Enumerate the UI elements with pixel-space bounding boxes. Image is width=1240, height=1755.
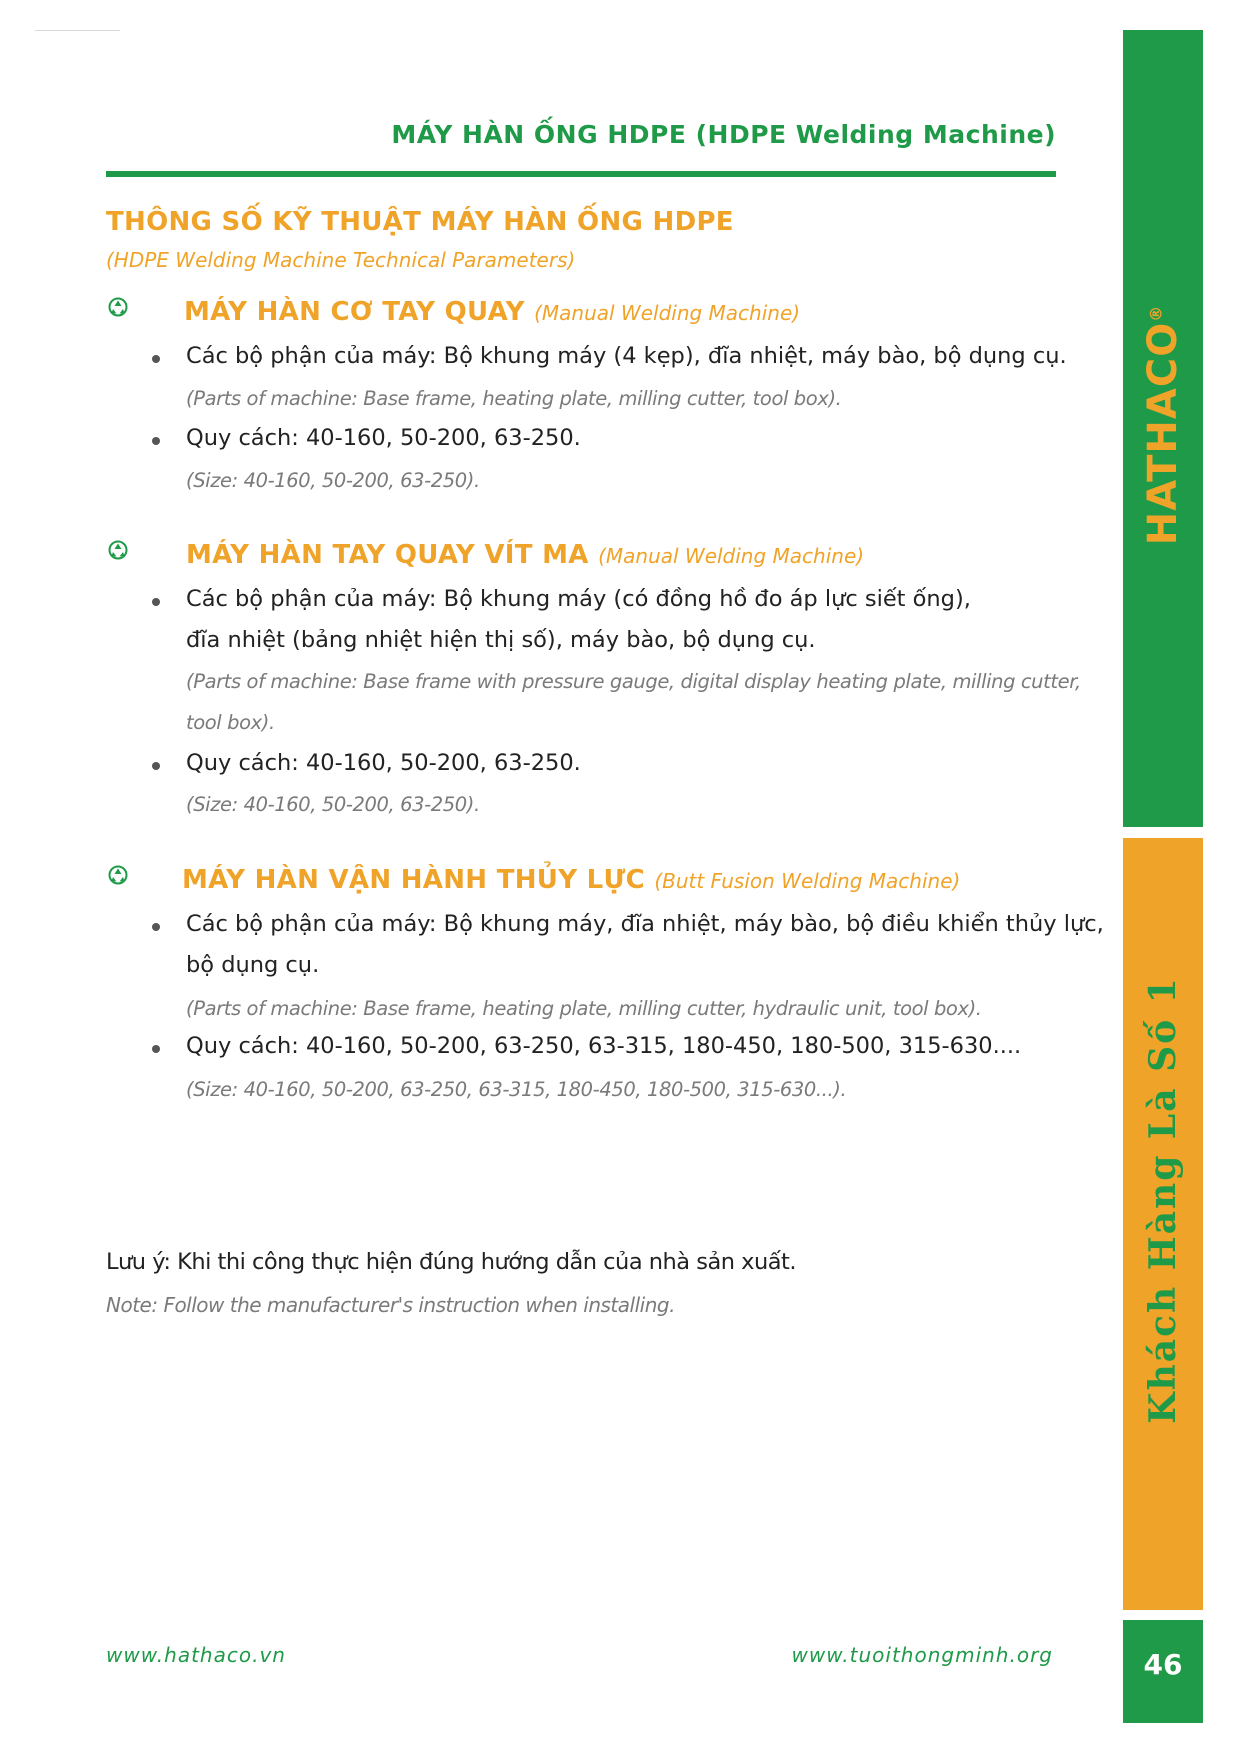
dot-bullet xyxy=(152,437,160,445)
footer-website-hathaco[interactable]: www.hathaco.vn xyxy=(106,1643,286,1667)
recycle-icon xyxy=(108,297,128,317)
parts-en: (Parts of machine: Base frame, heating plate, milling cutter, hydraulic unit, tool box). xyxy=(186,997,982,1020)
recycle-icon xyxy=(108,540,128,560)
parts-en-line-2: tool box). xyxy=(186,711,275,734)
header-rule xyxy=(106,171,1056,177)
parts-vi-line-2: đĩa nhiệt (bảng nhiệt hiện thị số), máy bào, bộ dụng cụ. xyxy=(186,627,816,653)
footer-website-tuoithongminh[interactable]: www.tuoithongminh.org xyxy=(791,1643,1053,1667)
machine-title-vi: MÁY HÀN TAY QUAY VÍT MA xyxy=(186,540,589,570)
size-en: (Size: 40-160, 50-200, 63-250). xyxy=(186,793,480,816)
section-subtitle: (HDPE Welding Machine Technical Parameters) xyxy=(106,248,576,272)
machine-title-vi: MÁY HÀN VẬN HÀNH THỦY LỰC xyxy=(182,865,645,895)
brand-logo xyxy=(1140,305,1186,545)
size-vi: Quy cách: 40-160, 50-200, 63-250. xyxy=(186,425,581,451)
dot-bullet xyxy=(152,598,160,606)
machine-title-vi: MÁY HÀN CƠ TAY QUAY xyxy=(184,297,525,327)
machine-title-en: (Butt Fusion Welding Machine) xyxy=(654,869,961,893)
brand-name: HATHACO xyxy=(1140,321,1186,546)
machine-title-en: (Manual Welding Machine) xyxy=(598,544,865,568)
parts-vi: Các bộ phận của máy: Bộ khung máy (4 kẹp), đĩa nhiệt, máy bào, bộ dụng cụ. xyxy=(186,343,1067,369)
dot-bullet xyxy=(152,355,160,363)
size-vi: Quy cách: 40-160, 50-200, 63-250, 63-315, 180-450, 180-500, 315-630.... xyxy=(186,1033,1022,1059)
size-en: (Size: 40-160, 50-200, 63-250). xyxy=(186,469,480,492)
parts-en: (Parts of machine: Base frame, heating plate, milling cutter, tool box). xyxy=(186,387,842,410)
dot-bullet xyxy=(152,762,160,770)
installation-note-en: Note: Follow the manufacturer's instruction when installing. xyxy=(106,1293,675,1317)
machine-title-manual-crank xyxy=(184,297,800,327)
machine-title-hydraulic xyxy=(182,865,960,895)
dot-bullet xyxy=(152,1045,160,1053)
page-number: 46 xyxy=(1143,1648,1183,1681)
dot-bullet xyxy=(152,923,160,931)
top-rule xyxy=(35,30,120,31)
size-en: (Size: 40-160, 50-200, 63-250, 63-315, 180-450, 180-500, 315-630...). xyxy=(186,1078,847,1101)
machine-title-en: (Manual Welding Machine) xyxy=(534,301,801,325)
installation-note-vi: Lưu ý: Khi thi công thực hiện đúng hướng dẫn của nhà sản xuất. xyxy=(106,1249,796,1275)
parts-vi-line-1: Các bộ phận của máy: Bộ khung máy (có đồng hồ đo áp lực siết ống), xyxy=(186,586,971,612)
parts-vi-line-1: Các bộ phận của máy: Bộ khung máy, đĩa nhiệt, máy bào, bộ điều khiển thủy lực, xyxy=(186,911,1104,937)
parts-en-line-1: (Parts of machine: Base frame with pressure gauge, digital display heating plate, milling cutter, xyxy=(186,670,1081,693)
brand-slogan: Khách Hàng Là Số 1 xyxy=(1142,976,1184,1424)
machine-title-crank-screw xyxy=(186,540,864,570)
recycle-icon xyxy=(108,865,128,885)
header-title: MÁY HÀN ỐNG HDPE (HDPE Welding Machine) xyxy=(391,120,1056,149)
registered-mark: ® xyxy=(1146,304,1166,322)
parts-vi-line-2: bộ dụng cụ. xyxy=(186,952,320,978)
size-vi: Quy cách: 40-160, 50-200, 63-250. xyxy=(186,750,581,776)
section-title: THÔNG SỐ KỸ THUẬT MÁY HÀN ỐNG HDPE xyxy=(106,207,734,237)
